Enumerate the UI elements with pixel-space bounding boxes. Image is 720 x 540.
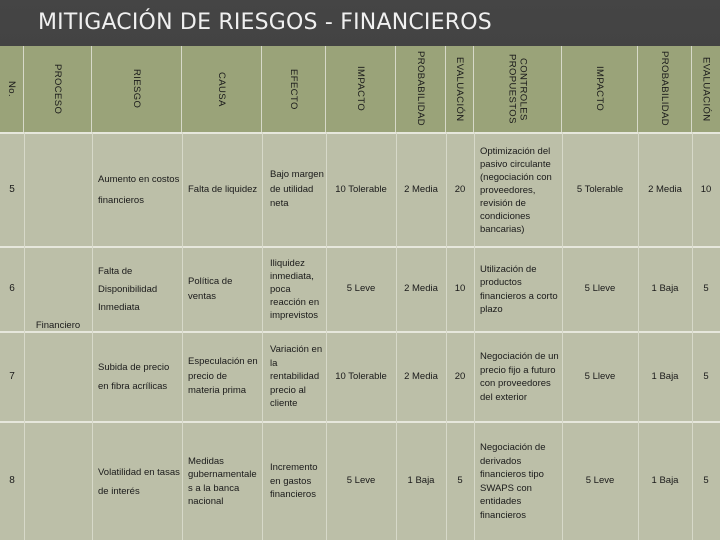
evaluacion-residual-cell: 10	[700, 183, 712, 195]
efecto-cell: Variación en la rentabilidad precio al cliente	[270, 344, 323, 410]
header-impacto-residual: IMPACTO	[562, 46, 638, 132]
probabilidad-residual-cell: 1 Baja	[651, 475, 679, 487]
evaluacion-residual-cell: 5	[703, 475, 709, 487]
probabilidad-residual-cell: 1 Baja	[651, 283, 679, 295]
evaluacion-residual-cell: 5	[703, 283, 709, 295]
header-proceso: PROCESO	[24, 46, 92, 132]
riesgo-cell: Volatilidad en tasas de interés	[98, 466, 180, 497]
controles-cell: Negociación de un precio fijo a futuro con proveedores del exterior	[480, 351, 559, 403]
controles-cell: Utilización de productos financieros a corto plazo	[480, 263, 558, 315]
evaluacion-residual-cell: 5	[703, 370, 709, 382]
riesgo-cell: Aumento en costos financieros	[98, 174, 180, 206]
probabilidad-residual-cell: 2 Media	[648, 183, 682, 195]
causa-cell: Especulación en precio de materia prima	[188, 356, 258, 397]
risk-table	[0, 46, 720, 540]
efecto-cell: Iliquidez inmediata, poca reacción en imprevistos	[270, 258, 320, 321]
evaluacion-cell: 10	[454, 283, 466, 295]
row-number: 7	[9, 370, 15, 382]
row-number: 8	[9, 475, 15, 487]
probabilidad-cell: 1 Baja	[407, 475, 435, 487]
slide-title: MITIGACIÓN DE RIESGOS - FINANCIEROS	[38, 10, 492, 35]
row-number: 6	[9, 283, 15, 295]
probabilidad-cell: 2 Media	[404, 370, 438, 382]
evaluacion-cell: 20	[454, 370, 466, 382]
causa-cell: Falta de liquidez	[188, 183, 258, 195]
impacto-residual-cell: 5 Leve	[585, 475, 615, 487]
impacto-cell: 5 Leve	[346, 283, 376, 295]
header-probabilidad-residual: PROBABILIDAD	[638, 46, 692, 132]
column-divider	[182, 132, 183, 540]
efecto-cell: Bajo margen de utilidad neta	[270, 169, 324, 210]
controles-cell: Negociación de derivados financieros tipo SWAPS con entidades financieros	[480, 442, 546, 521]
impacto-residual-cell: 5 Lleve	[584, 283, 616, 295]
controles-cell: Optimización del pasivo circulante (negociación con proveedores, revisión de condiciones bancarias)	[480, 145, 552, 235]
impacto-cell: 5 Leve	[346, 475, 376, 487]
header-efecto: EFECTO	[262, 46, 326, 132]
impacto-residual-cell: 5 Tolerable	[576, 183, 624, 195]
column-divider	[92, 132, 93, 540]
row-number: 5	[9, 183, 15, 195]
riesgo-cell: Falta de Disponibilidad Inmediata	[98, 265, 158, 313]
evaluacion-cell: 20	[454, 183, 466, 195]
header-causa: CAUSA	[182, 46, 262, 132]
header-controles: CONTROLES PROPUESTOS	[474, 46, 562, 132]
causa-cell: Medidas gubernamentale s a la banca nacional	[188, 455, 257, 507]
efecto-cell: Incremento en gastos financieros	[270, 462, 318, 501]
table-header-row	[0, 46, 720, 132]
header-probabilidad: PROBABILIDAD	[396, 46, 446, 132]
probabilidad-residual-cell: 1 Baja	[651, 370, 679, 382]
header-no: No.	[0, 46, 24, 132]
riesgo-cell: Subida de precio en fibra acrílicas	[98, 362, 170, 392]
impacto-cell: 10 Tolerable	[335, 370, 387, 382]
causa-cell: Política de ventas	[188, 276, 233, 302]
proceso-cell: Financiero	[35, 319, 81, 331]
header-evaluacion-residual: EVALUACIÓN	[700, 56, 712, 122]
probabilidad-cell: 2 Media	[404, 283, 438, 295]
header-evaluacion: EVALUACIÓN	[446, 46, 474, 132]
column-divider	[474, 132, 475, 540]
header-riesgo: RIESGO	[92, 46, 182, 132]
impacto-residual-cell: 5 Lleve	[584, 370, 616, 382]
impacto-cell: 10 Tolerable	[335, 183, 387, 195]
column-divider	[24, 132, 25, 540]
probabilidad-cell: 2 Media	[404, 183, 438, 195]
header-impacto: IMPACTO	[326, 46, 396, 132]
evaluacion-cell: 5	[457, 475, 463, 487]
